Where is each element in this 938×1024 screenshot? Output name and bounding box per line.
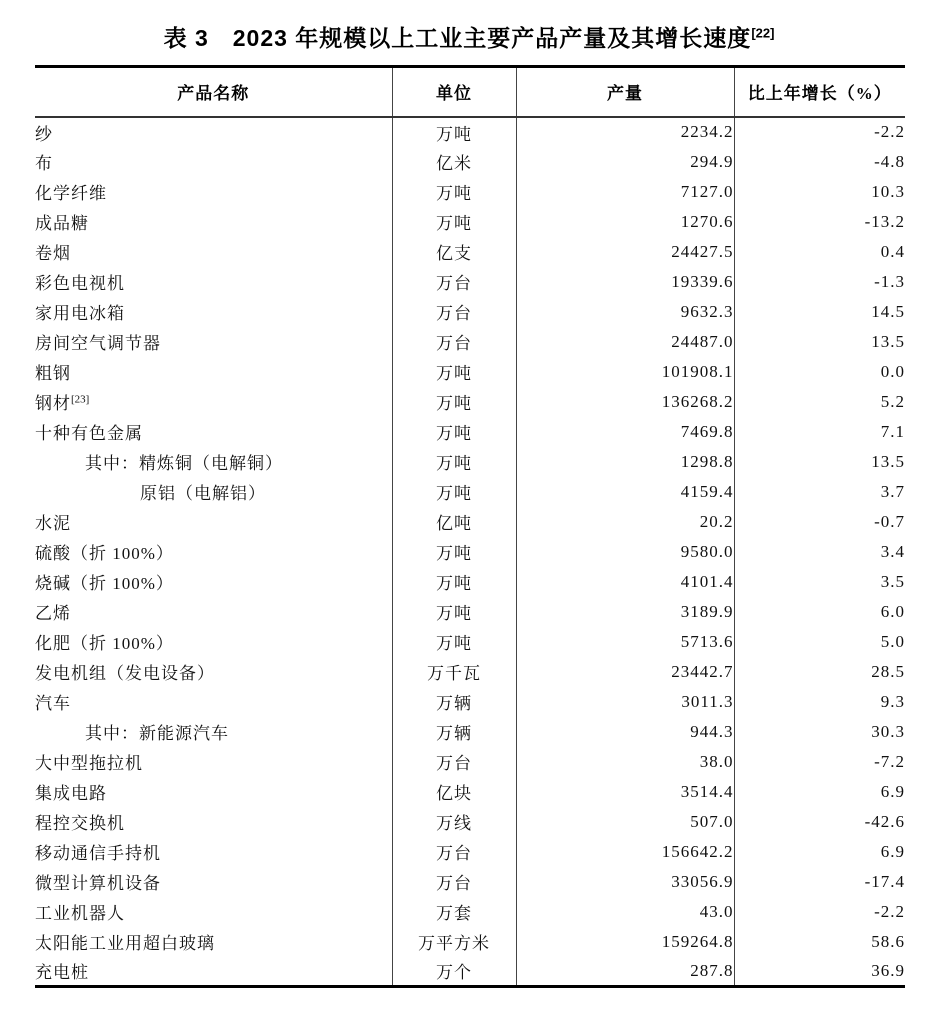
unit-cell: 万台 (392, 837, 516, 867)
product-name: 钢材 (35, 394, 71, 413)
product-name: 充电桩 (35, 963, 89, 983)
output-value-cell: 24487.0 (516, 327, 734, 357)
table-row (35, 297, 905, 327)
table-row (35, 447, 905, 477)
table-row (35, 807, 905, 837)
product-name-cell (35, 357, 392, 387)
output-value-cell: 3189.9 (516, 597, 734, 627)
table-row (35, 417, 905, 447)
table-row (35, 237, 905, 267)
growth-value-cell: 14.5 (871, 301, 905, 321)
product-name: 集成电路 (35, 784, 107, 803)
growth-value-cell: -2.2 (874, 901, 905, 921)
unit-cell: 万吨 (392, 117, 516, 147)
unit-cell: 万千瓦 (392, 657, 516, 687)
table-row (35, 117, 905, 147)
unit-cell: 万吨 (392, 207, 516, 237)
table-row (35, 177, 905, 207)
table-row (35, 867, 905, 897)
product-name-cell (35, 627, 392, 657)
product-name: 原铝（电解铝） (140, 484, 266, 503)
product-name: 房间空气调节器 (35, 334, 161, 353)
output-value-cell: 9580.0 (516, 537, 734, 567)
product-name-cell (35, 867, 392, 897)
growth-value-cell: -0.7 (874, 511, 905, 531)
output-value-cell: 33056.9 (516, 867, 734, 897)
output-value-cell: 3514.4 (516, 777, 734, 807)
growth-value-cell: 7.1 (880, 421, 905, 441)
output-value-cell: 156642.2 (516, 837, 734, 867)
product-name-cell (35, 387, 392, 417)
output-value-cell: 159264.8 (516, 927, 734, 957)
output-value-cell: 1270.6 (516, 207, 734, 237)
product-name-cell (35, 687, 392, 717)
growth-value-cell: 13.5 (871, 451, 905, 471)
growth-value-cell: 30.3 (871, 721, 905, 741)
growth-value-cell: 6.9 (880, 781, 905, 801)
product-name: 乙烯 (35, 604, 71, 623)
growth-value-cell: 0.0 (880, 361, 905, 381)
growth-value-cell: 3.4 (880, 541, 905, 561)
unit-cell: 亿米 (392, 147, 516, 177)
unit-cell: 万线 (392, 807, 516, 837)
growth-value-cell: 5.2 (880, 391, 905, 411)
growth-value-cell: 36.9 (871, 960, 905, 980)
product-name-cell (35, 327, 392, 357)
unit-cell: 亿块 (392, 777, 516, 807)
output-value-cell: 2234.2 (516, 117, 734, 147)
table-row (35, 837, 905, 867)
product-name-cell (35, 447, 392, 477)
unit-cell: 万台 (392, 267, 516, 297)
product-name-cell (35, 537, 392, 567)
footnote-ref: [23] (71, 393, 90, 406)
table-row (35, 537, 905, 567)
growth-value-cell: 3.5 (880, 571, 905, 591)
unit-cell: 万吨 (392, 417, 516, 447)
product-name-cell (35, 177, 392, 207)
unit-cell: 万台 (392, 867, 516, 897)
unit-cell: 亿支 (392, 237, 516, 267)
product-name: 化肥（折 100%） (35, 634, 174, 653)
unit-cell: 万吨 (392, 537, 516, 567)
growth-value-cell: 10.3 (871, 181, 905, 201)
table-row (35, 777, 905, 807)
product-name-cell (35, 507, 392, 537)
table-row (35, 267, 905, 297)
product-name: 卷烟 (35, 244, 71, 263)
growth-value-cell: -2.2 (874, 122, 905, 141)
product-name-cell (35, 747, 392, 777)
product-name-cell (35, 207, 392, 237)
growth-value-cell: -13.2 (864, 211, 905, 231)
unit-cell: 万套 (392, 897, 516, 927)
unit-cell: 万吨 (392, 177, 516, 207)
output-value-cell: 944.3 (516, 717, 734, 747)
table-row (35, 747, 905, 777)
output-value-cell: 38.0 (516, 747, 734, 777)
product-name-cell (35, 297, 392, 327)
output-value-cell: 24427.5 (516, 237, 734, 267)
product-name-cell (35, 657, 392, 687)
unit-cell: 万吨 (392, 387, 516, 417)
growth-value-cell: 6.0 (880, 601, 905, 621)
product-name: 大中型拖拉机 (35, 754, 143, 773)
table-row (35, 897, 905, 927)
output-value-cell: 1298.8 (516, 447, 734, 477)
product-name: 十种有色金属 (35, 424, 143, 443)
growth-value-cell: -4.8 (874, 151, 905, 171)
output-value-cell: 43.0 (516, 897, 734, 927)
output-value-cell: 7127.0 (516, 177, 734, 207)
col-header-output: 产量 (516, 67, 734, 117)
product-name: 布 (35, 154, 53, 173)
table-row (35, 927, 905, 957)
product-name: 其中：新能源汽车 (85, 724, 229, 743)
product-name-cell (35, 267, 392, 297)
unit-cell: 万个 (392, 957, 516, 987)
product-name-cell (35, 117, 392, 147)
output-value-cell: 23442.7 (516, 657, 734, 687)
product-name-cell (35, 837, 392, 867)
product-name: 移动通信手持机 (35, 844, 161, 863)
product-name: 烧碱（折 100%） (35, 574, 174, 593)
unit-cell: 万台 (392, 747, 516, 777)
unit-cell: 万台 (392, 297, 516, 327)
table-row (35, 507, 905, 537)
product-name: 彩色电视机 (35, 274, 125, 293)
table-row (35, 957, 905, 987)
product-name: 微型计算机设备 (35, 874, 161, 893)
output-value-cell: 7469.8 (516, 417, 734, 447)
growth-value-cell: 0.4 (880, 241, 905, 261)
product-name: 纱 (35, 124, 53, 144)
growth-value-cell: 6.9 (880, 841, 905, 861)
product-name-cell (35, 477, 392, 507)
product-name-cell (35, 597, 392, 627)
product-name: 其中：精炼铜（电解铜） (85, 454, 283, 473)
unit-cell: 万吨 (392, 357, 516, 387)
title-footnote-ref: [22] (751, 25, 775, 41)
output-value-cell: 4159.4 (516, 477, 734, 507)
product-name: 发电机组（发电设备） (35, 664, 215, 683)
growth-value-cell: 28.5 (871, 661, 905, 681)
output-value-cell: 20.2 (516, 507, 734, 537)
product-name-cell (35, 957, 392, 987)
industrial-output-table (35, 65, 905, 988)
unit-cell: 万吨 (392, 447, 516, 477)
product-name-cell (35, 927, 392, 957)
product-name: 粗钢 (35, 364, 71, 383)
output-value-cell: 507.0 (516, 807, 734, 837)
unit-cell: 万平方米 (392, 927, 516, 957)
table-title (0, 0, 938, 53)
col-header-unit: 单位 (392, 67, 516, 117)
unit-cell: 万吨 (392, 567, 516, 597)
product-name: 工业机器人 (35, 904, 125, 923)
output-value-cell: 287.8 (516, 957, 734, 987)
growth-value-cell: -42.6 (864, 811, 905, 831)
unit-cell: 万吨 (392, 597, 516, 627)
product-name-cell (35, 897, 392, 927)
unit-cell: 亿吨 (392, 507, 516, 537)
output-value-cell: 9632.3 (516, 297, 734, 327)
unit-cell: 万吨 (392, 477, 516, 507)
product-name-cell (35, 777, 392, 807)
table-row (35, 147, 905, 177)
table-row (35, 567, 905, 597)
col-header-growth: 比上年增长（%） (734, 67, 905, 117)
output-value-cell: 3011.3 (516, 687, 734, 717)
output-value-cell: 136268.2 (516, 387, 734, 417)
table-row (35, 597, 905, 627)
growth-value-cell: 3.7 (880, 481, 905, 501)
growth-value-cell: 5.0 (880, 631, 905, 651)
output-value-cell: 5713.6 (516, 627, 734, 657)
table-row (35, 687, 905, 717)
unit-cell: 万台 (392, 327, 516, 357)
col-header-product: 产品名称 (35, 67, 392, 117)
product-name: 太阳能工业用超白玻璃 (35, 934, 215, 953)
product-name: 成品糖 (35, 214, 89, 233)
growth-value-cell: 13.5 (871, 331, 905, 351)
product-name-cell (35, 147, 392, 177)
table-body (35, 117, 905, 987)
growth-value-cell: 58.6 (871, 931, 905, 951)
product-name: 汽车 (35, 694, 71, 713)
growth-value-cell: -17.4 (864, 871, 905, 891)
product-name: 硫酸（折 100%） (35, 544, 174, 563)
table-row (35, 717, 905, 747)
growth-value-cell: -7.2 (874, 751, 905, 771)
table-row (35, 387, 905, 417)
table-row (35, 477, 905, 507)
table-row (35, 357, 905, 387)
product-name-cell (35, 717, 392, 747)
output-value-cell: 4101.4 (516, 567, 734, 597)
growth-value-cell: -1.3 (874, 271, 905, 291)
product-name-cell (35, 567, 392, 597)
unit-cell: 万吨 (392, 627, 516, 657)
table-row (35, 657, 905, 687)
product-name-cell (35, 417, 392, 447)
product-name: 化学纤维 (35, 184, 107, 203)
unit-cell: 万辆 (392, 717, 516, 747)
table-row (35, 627, 905, 657)
product-name: 程控交换机 (35, 814, 125, 833)
output-value-cell: 19339.6 (516, 267, 734, 297)
table-title-text: 表 3 2023 年规模以上工业主要产品产量及其增长速度 (163, 25, 752, 51)
product-name-cell (35, 807, 392, 837)
product-name: 水泥 (35, 514, 71, 533)
growth-value-cell: 9.3 (880, 691, 905, 711)
unit-cell: 万辆 (392, 687, 516, 717)
table-header-row (35, 67, 905, 117)
product-name: 家用电冰箱 (35, 304, 125, 323)
output-value-cell: 101908.1 (516, 357, 734, 387)
table-row (35, 327, 905, 357)
table-row (35, 207, 905, 237)
output-value-cell: 294.9 (516, 147, 734, 177)
product-name-cell (35, 237, 392, 267)
